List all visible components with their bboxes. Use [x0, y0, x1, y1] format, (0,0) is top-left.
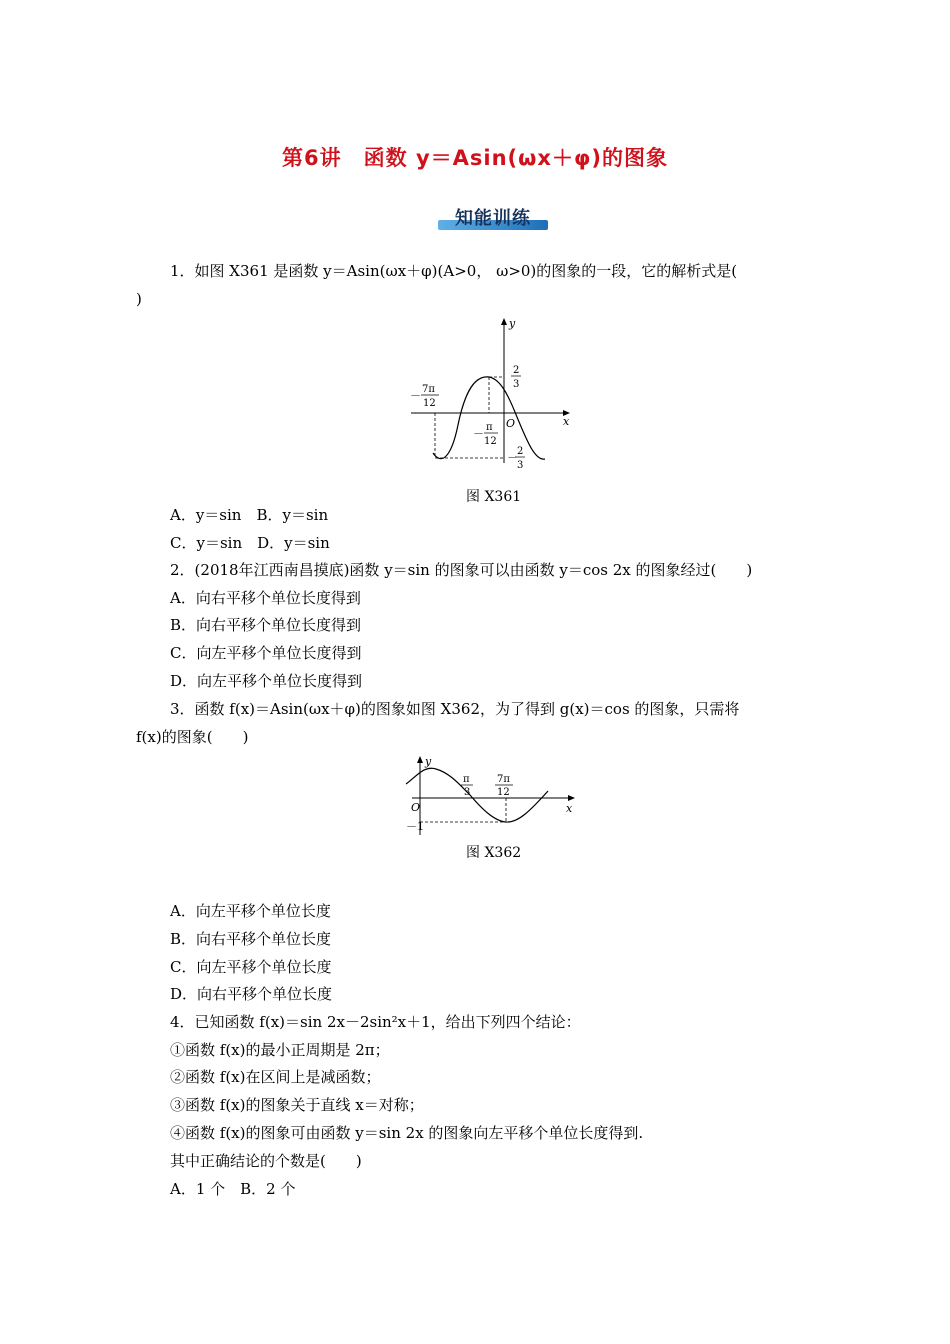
q2-option-c: C．向左平移个单位长度得到 [170, 644, 362, 662]
q1-stem-line2: ) [136, 290, 142, 308]
q1-options-ab: A．y＝sin B．y＝sin [170, 506, 329, 524]
q4-statement-3: ③函数 f(x)的图象关于直线 x＝对称； [170, 1096, 424, 1114]
figure-x361-caption: 图 X361 [466, 489, 522, 505]
q2-stem: 2．(2018年江西南昌摸底)函数 y＝sin 的图象可以由函数 y＝cos 2x 的图象经过( ) [170, 561, 753, 579]
origin-label: O [411, 801, 421, 814]
q4-statement-1: ①函数 f(x)的最小正周期是 2π； [170, 1041, 390, 1059]
q3-stem-line2: f(x)的图象( ) [136, 728, 249, 746]
q4-question: 其中正确结论的个数是( ) [170, 1152, 362, 1170]
label-pi-den: 12 [484, 436, 497, 447]
label-pi-num: π [486, 422, 493, 433]
sine-curve [406, 768, 548, 822]
q4-stem: 4．已知函数 f(x)＝sin 2x－2sin²x＋1，给出下列四个结论： [170, 1013, 581, 1031]
y-axis-label: y [509, 317, 516, 330]
label-7pi-den: 12 [423, 398, 436, 409]
label-7pi-den: 12 [497, 787, 510, 798]
q2-option-a: A．向右平移个单位长度得到 [170, 589, 361, 607]
label-7pi-num: 7π [422, 384, 435, 395]
figure-x361 [405, 313, 575, 473]
q3-option-c: C．向左平移个单位长度 [170, 958, 332, 976]
figure-x362-caption: 图 X362 [466, 845, 522, 861]
label-neg23-num: 2 [517, 446, 524, 457]
q3-option-d: D．向右平移个单位长度 [170, 985, 333, 1003]
label-minus-3: － [507, 451, 518, 464]
x-axis-label: x [563, 415, 570, 428]
label-minus-1: － [410, 389, 421, 402]
page-title: 第6讲 函数 y＝Asin(ωx＋φ)的图象 [282, 146, 668, 170]
q3-stem-line1: 3．函数 f(x)＝Asin(ωx＋φ)的图象如图 X362，为了得到 g(x)＝cos 的图象，只需将 [170, 700, 740, 718]
figure-x362 [398, 755, 584, 837]
q3-option-a: A．向左平移个单位长度 [170, 902, 331, 920]
q2-option-d: D．向左平移个单位长度得到 [170, 672, 363, 690]
neg-one-label: －1 [406, 820, 424, 833]
q4-options-ab: A．1 个 B．2 个 [170, 1180, 296, 1198]
q1-stem-line1: 1．如图 X361 是函数 y＝Asin(ωx＋φ)(A>0， ω>0)的图象的一段，它的解析式是( [170, 262, 738, 280]
label-7pi-num: 7π [497, 774, 510, 785]
label-minus-2: － [473, 427, 484, 440]
label-23-num: 2 [513, 365, 520, 376]
q1-options-cd: C．y＝sin D．y＝sin [170, 534, 330, 552]
q3-option-b: B．向右平移个单位长度 [170, 930, 332, 948]
section-badge [438, 204, 548, 232]
y-axis-label: y [425, 755, 432, 768]
label-neg23-den: 3 [517, 460, 524, 471]
q2-option-b: B．向右平移个单位长度得到 [170, 616, 362, 634]
label-pi-num: π [463, 774, 470, 785]
label-pi-den: 3 [464, 787, 471, 798]
q4-statement-4: ④函数 f(x)的图象可由函数 y＝sin 2x 的图象向左平移个单位长度得到. [170, 1124, 644, 1142]
badge-text: 知能训练 [455, 208, 531, 229]
q4-statement-2: ②函数 f(x)在区间上是减函数； [170, 1068, 381, 1086]
x-axis-label: x [566, 802, 573, 815]
label-23-den: 3 [513, 379, 520, 390]
origin-label: O [506, 417, 516, 430]
